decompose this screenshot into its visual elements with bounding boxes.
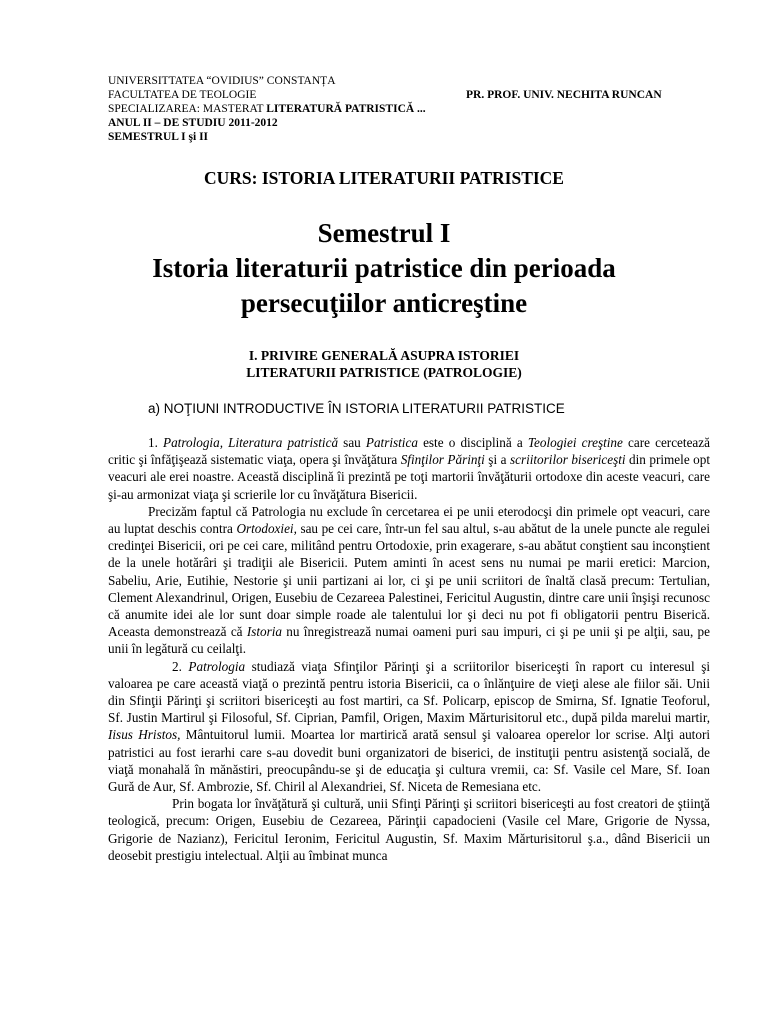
header-year: ANUL II – DE STUDIU 2011-2012: [108, 117, 278, 129]
paragraph-1: 1. Patrologia, Literatura patristică sau Patristica este o disciplină a Teologiei creştine care cercetează critic şi înfăţişează sistematic viaţa, opera şi învăţătura Sfinţilor Părinţi şi a scriitorilor bisericeşti din primele opt veacuri ale erei noastre. Această disciplină îi prezintă pe toţi martorii învăţăturii ortodoxe din aceste veacuri, care şi-au armonizat viaţa şi scrierile lor cu învăţătura Bisericii.: [108, 435, 711, 502]
header-professor: PR. PROF. UNIV. NECHITA RUNCAN: [466, 89, 662, 101]
body-text: [108, 434, 710, 864]
header-specialization: [108, 103, 426, 116]
title-line-1: Semestrul I: [317, 218, 451, 248]
chapter-heading-line-2: LITERATURII PATRISTICE (PATROLOGIE): [246, 365, 522, 380]
chapter-heading-line-1: I. PRIVIRE GENERALĂ ASUPRA ISTORIEI: [248, 348, 520, 363]
paragraph-3: 2. Patrologia studiază viaţa Sfinţilor Părinţi şi a scriitorilor bisericeşti în raport cu interesul şi valoarea pe care această viaţă o prezintă pentru istoria Bisericii, ca o înlănţuire de vieţi alese ale fiilor săi. Unii din Sfinţii Părinţi şi scriitori bisericeşti au fost martiri, ca Sf. Policarp, episcop de Smirna, Sf. Ignatie Teoforul, Sf. Justin Martirul şi Filosoful, Sf. Ciprian, Pamfil, Origen, Maxim Mărturisitorul etc., după pilda marelui martir, Iisus Hristos, Mântuitorul lumii. Moartea lor martirică arată sensul şi valoarea operelor lor scrise. Alţi autori patristici au fost ierarhi care s-au dovedit buni organizatori de biserici, de instituţii pentru asistenţă socială, de viaţă monahală în mănăstiri, preocupându-se şi de educaţia şi cultura vremii, ca: Sf. Vasile cel Mare, Sf. Ioan Gură de Aur, Sf. Ambrozie, Sf. Chiril al Alexandriei, Sf. Niceta de Remesiana etc.: [108, 658, 711, 795]
title-line-3: persecuţiilor anticreştine: [240, 288, 528, 318]
header-semester: SEMESTRUL I şi II: [108, 131, 209, 143]
course-title: CURS: ISTORIA LITERATURII PATRISTICE: [204, 168, 564, 188]
title-line-2: Istoria literaturii patristice din perioada: [152, 253, 616, 283]
header-faculty: FACULTATEA DE TEOLOGIE: [108, 89, 257, 101]
paragraph-4: Prin bogata lor învăţătură şi cultură, unii Sfinţi Părinţi şi scriitori bisericeşti au fost creatori de ştiinţă teologică, precum: Origen, Eusebiu de Cezareea, Părinţii capadocieni (Vasile cel Mare, Grigorie de Nyssa, Grigorie de Nazianz), Fericitul Ieronim, Fericitul Augustin, Sf. Maxim Mărturisitorul ş.a., dând Bisericii un deosebit prestigiu intelectual. Alţii au îmbinat munca: [108, 796, 710, 863]
spec-prefix: SPECIALIZAREA: MASTERAT: [108, 103, 267, 115]
spec-program: LITERATURĂ PATRISTICĂ ...: [266, 103, 426, 115]
header-university: UNIVERSITTATEA “OVIDIUS” CONSTANȚA: [108, 75, 336, 87]
paragraph-2: Precizăm faptul că Patrologia nu exclude în cercetarea ei pe unii eterodocşi din primele opt veacuri, care au luptat deschis contra Ortodoxiei, sau pe cei care, într-un fel sau altul, s-au abătut de la unele puncte ale regulei credinţei Bisericii, ori pe cei care, militând pentru Ortodoxie, prin exagerare, s-au abătut conştient sau inconştient de la unele hotărâri şi tradiţii ale Bisericii. Putem aminti în acest sens nu numai pe marii eretici: Marcion, Sabeliu, Arie, Eutihie, Nestorie şi unii partizani ai lor, ci şi pe unii scriitori de înaltă clasă precum: Tertulian, Clement Alexandrinul, Origen, Eusebiu de Cezareea Palestinei, Fericitul Augustin, dintre care unii înşişi recunosc că anumite idei ale lor sunt doar simple roade ale talentului lor şi deci nu pot fi obligatorii pentru Biserică. Aceasta demonstrează că Istoria nu înregistrează numai oameni puri sau impuri, ci şi pe unii şi pe alţii, sau, pe unii în legătură cu ceilalţi.: [108, 503, 710, 657]
section-heading: a) NOŢIUNI INTRODUCTIVE ÎN ISTORIA LITERATURII PATRISTICE: [148, 401, 565, 416]
